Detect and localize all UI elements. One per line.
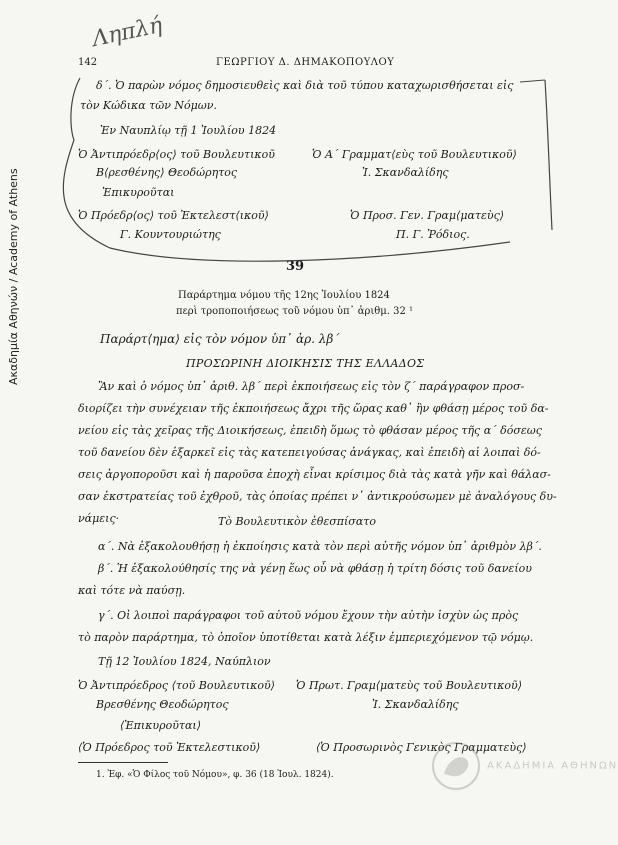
government-heading: ΠΡΟΣΩΡΙΝΗ ΔΙΟΙΚΗΣΙΣ ΤΗΣ ΕΛΛΑΔΟΣ <box>186 357 425 370</box>
page-number: 142 <box>78 57 98 68</box>
preamble-line: νάμεις· <box>78 512 120 525</box>
article-gamma-cont: τὸ παρὸν παράρτημα, τὸ ὁποῖον ὑποτίθεται κατὰ λέξιν ἐμπεριεχόμενον τῷ νόμῳ. <box>78 631 534 644</box>
footnote-rule <box>78 762 168 763</box>
preamble-line: σεις ἀργοποροῦσι καὶ ἡ παροῦσα ἐποχὴ εἶναι κρίσιμος διὰ τὰς κατὰ γῆν καὶ θάλασ- <box>78 468 551 481</box>
preamble-line: διορίζει τὴν συνέχειαν τῆς ἐκποιήσεως ἄχρι τῆς ὥρας καθ᾽ ἣν φθάσῃ μέρος τοῦ δα- <box>78 402 549 415</box>
handwritten-note: Ληπλή <box>90 12 165 53</box>
document-title-line2: περὶ τροποποιήσεως τοῦ νόμου ὑπ᾽ ἀριθμ. 32 ¹ <box>176 306 414 317</box>
preamble-line: τοῦ δανείου δὲν ἐξαρκεῖ εἰς τὰς κατεπειγούσας ἀνάγκας, καὶ ἐπειδὴ αἱ λοιπαὶ δό- <box>78 446 541 459</box>
running-title: ΓΕΩΡΓΙΟΥ Δ. ΔΗΜΑΚΟΠΟΥΛΟΥ <box>216 57 395 68</box>
academy-watermark-text: ΑΚΑΔΗΜΙΑ ΑΘΗΝΩΝ <box>487 760 618 772</box>
top-left-signatory2-name: Γ. Κουντουριώτης <box>120 228 221 241</box>
top-right-signatory-title: Ὁ Α΄ Γραμματ⟨εὺς τοῦ Βουλευτικοῦ⟩ <box>312 148 517 161</box>
preamble-line: Ἂν καὶ ὁ νόμος ὑπ᾽ ἀριθ. λβ΄ περὶ ἐκποιήσεως εἰς τὸν ζ΄ παράγραφον προσ- <box>98 380 525 393</box>
bottom-right-signatory-name: Ἰ. Σκανδαλίδης <box>372 698 459 711</box>
bottom-left-signatory2-title: ⟨Ὁ Πρόεδρος τοῦ Ἐκτελεστικοῦ⟩ <box>78 741 261 754</box>
top-approved: Ἐπικυροῦται <box>102 186 175 199</box>
article-delta: δ΄. Ὁ παρὼν νόμος δημοσιευθεὶς καὶ διὰ τοῦ τύπου καταχωρισθήσεται εἰς <box>96 79 514 92</box>
article-delta-cont: τὸν Κώδικα τῶν Νόμων. <box>80 99 217 112</box>
bottom-left-signatory-title: Ὁ Ἀντιπρόεδρος ⟨τοῦ Βουλευτικοῦ⟩ <box>78 679 275 692</box>
preamble-line: νείου εἰς τὰς χεῖρας τῆς Διοικήσεως, ἐπειδὴ ὅμως τὸ φθάσαν μέρος τῆς α΄ δόσεως <box>78 424 542 437</box>
archive-side-label: Ακαδημία Αθηνών / Academy of Athens <box>7 168 20 385</box>
decree-line: Τὸ Βουλευτικὸν ἐθεσπίσατο <box>218 515 376 528</box>
top-date-place: Ἐν Ναυπλίῳ τῇ 1 Ἰουλίου 1824 <box>100 124 277 137</box>
appendix-heading: Παράρτ⟨ημα⟩ εἰς τὸν νόμον ὑπ᾽ ἀρ. λβ΄ <box>100 332 340 346</box>
document-title-line1: Παράρτημα νόμου τῆς 12ης Ἰουλίου 1824 <box>178 290 390 301</box>
footnote: 1. Ἐφ. «Ὁ Φίλος τοῦ Νόμου», φ. 36 (18 Ἰουλ. 1824). <box>96 770 334 780</box>
bottom-right-signatory-title: Ὁ Πρωτ. Γραμ⟨ματεὺς τοῦ Βουλευτικοῦ⟩ <box>296 679 522 692</box>
article-beta: β΄. Ἡ ἐξακολούθησίς της νὰ γένῃ ἕως οὗ νὰ φθάσῃ ἡ τρίτη δόσις τοῦ δανείου <box>98 562 532 575</box>
preamble-paragraph <box>78 376 557 530</box>
top-left-signatory-title: Ὁ Ἀντιπρόεδρ⟨ος⟩ τοῦ Βουλευτικοῦ <box>78 148 275 161</box>
academy-watermark <box>430 740 618 792</box>
academy-seal-icon <box>430 740 482 792</box>
top-right-signatory2-title: Ὁ Προσ. Γεν. Γραμ⟨ματεὺς⟩ <box>350 209 505 222</box>
article-beta-cont: καὶ τότε νὰ παύσῃ. <box>78 584 186 597</box>
top-right-signatory-name: Ἰ. Σκανδαλίδης <box>362 166 449 179</box>
bottom-approved: ⟨Ἐπικυροῦται⟩ <box>120 719 202 732</box>
preamble-line: σαν ἐκστρατείας τοῦ ἐχθροῦ, τὰς ὁποίας πρέπει ν᾽ ἀντικρούσωμεν μὲ ἀναλόγους δυ- <box>78 490 557 503</box>
article-gamma: γ΄. Οἱ λοιποὶ παράγραφοι τοῦ αὐτοῦ νόμου ἔχουν τὴν αὐτὴν ἰσχὺν ὡς πρὸς <box>98 609 519 622</box>
top-left-signatory2-title: Ὁ Πρόεδρ⟨ος⟩ τοῦ Ἐκτελεστ⟨ικοῦ⟩ <box>78 209 269 222</box>
document-number: 39 <box>286 259 305 274</box>
bottom-date-place: Τῇ 12 Ἰουλίου 1824, Ναύπλιον <box>98 655 271 668</box>
bottom-left-signatory-name: Βρεσθένης Θεοδώρητος <box>96 698 229 711</box>
top-right-signatory2-name: Π. Γ. Ῥόδιος. <box>396 228 470 241</box>
article-alpha: α΄. Νὰ ἐξακολουθήσῃ ἡ ἐκποίησις κατὰ τὸν περὶ αὐτῆς νόμον ὑπ᾽ ἀριθμὸν λβ΄. <box>98 540 542 553</box>
bottom-right-signatory2-title: ⟨Ὁ Προσωρινὸς Γενικὸς Γραμματεὺς⟩ <box>316 741 527 754</box>
top-left-signatory-name: Β⟨ρεσθένης⟩ Θεοδώρητος <box>96 166 238 179</box>
